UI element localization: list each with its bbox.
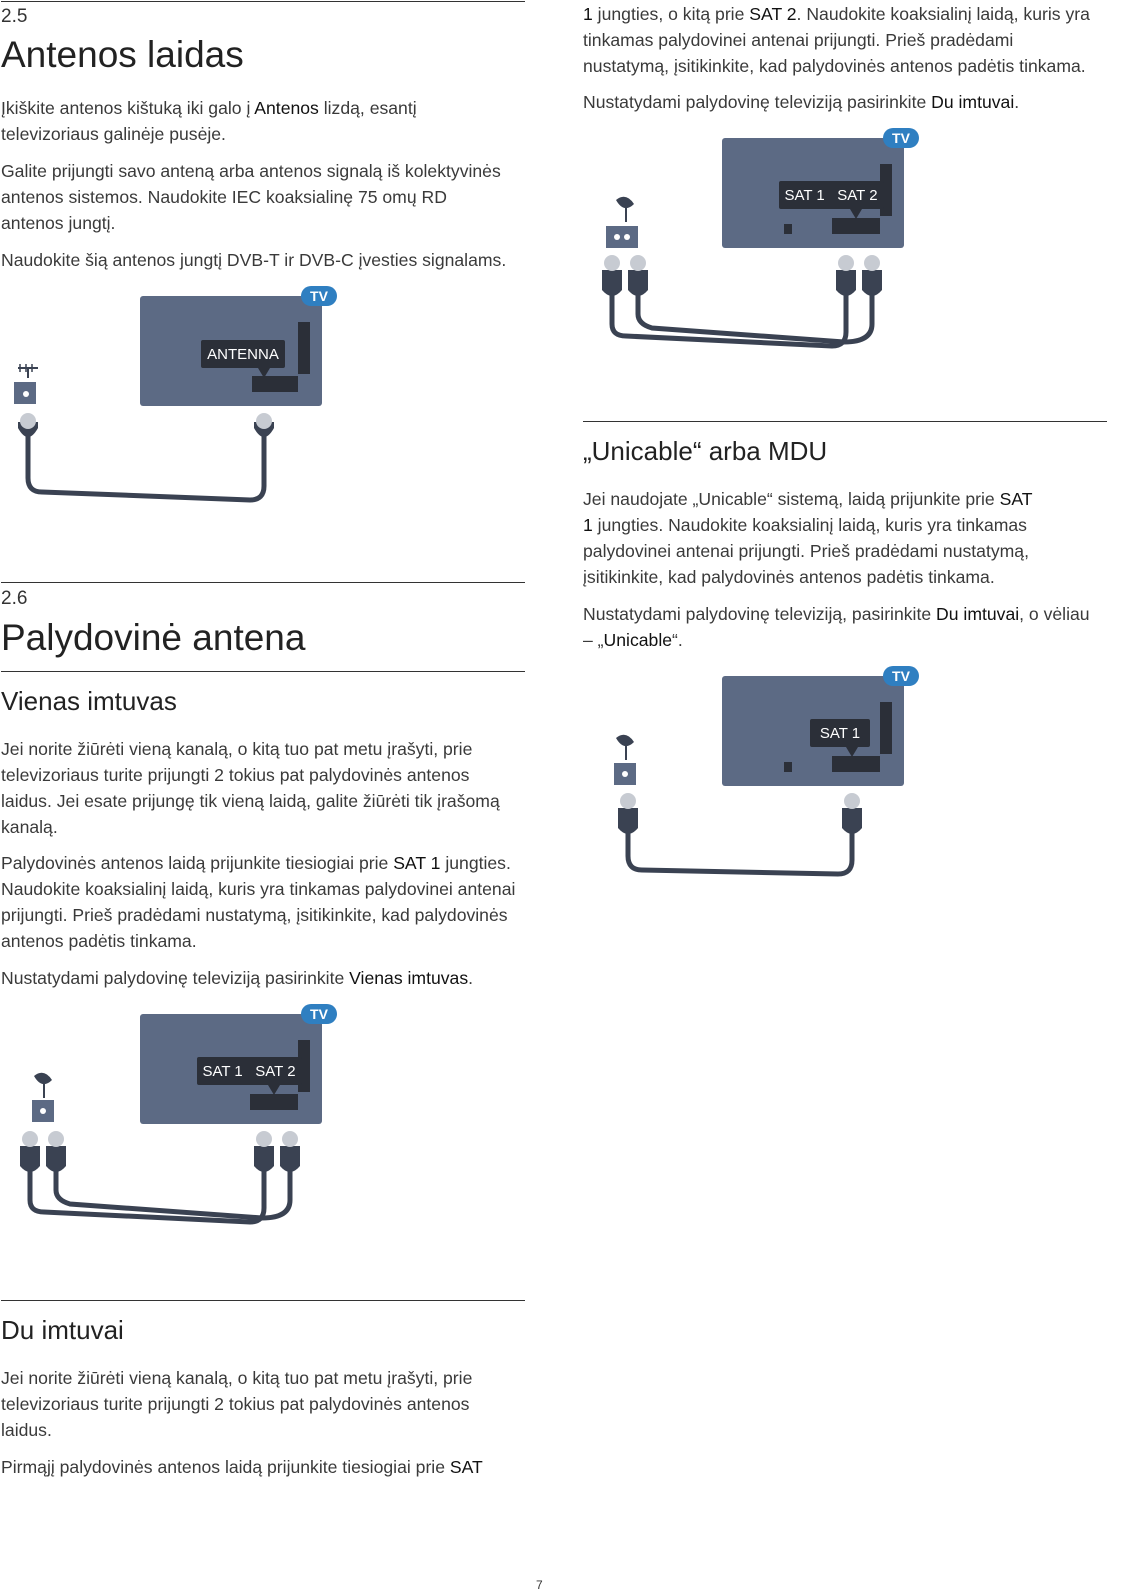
tv-side-slot bbox=[298, 322, 310, 374]
cable bbox=[18, 413, 274, 500]
satellite-dish-icon bbox=[614, 735, 636, 785]
bold-sat: SAT bbox=[449, 1457, 483, 1477]
tv-side-slot bbox=[880, 702, 892, 754]
tv-small-port bbox=[784, 762, 792, 772]
tv-badge-label: TV bbox=[310, 1006, 328, 1022]
tv-badge bbox=[883, 666, 919, 686]
tv-small-port bbox=[784, 224, 792, 234]
section-number-2-5: 2.5 bbox=[1, 6, 28, 27]
satellite-dish-icon bbox=[606, 197, 638, 248]
antenos-paragraph-1: Įkiškite antenos kištuką iki galo į Antenos lizdą, esantį televizoriaus galinėje pusėje. bbox=[1, 98, 417, 144]
du-paragraph-3: Nustatydami palydovinę televiziją pasirinkite Du imtuvai. bbox=[583, 92, 1020, 112]
dual-cable bbox=[602, 255, 882, 346]
bold-1: 1 bbox=[583, 515, 593, 535]
bold-sat-2: SAT 2 bbox=[749, 4, 797, 24]
section-title-antenos-laidas: Antenos laidas bbox=[1, 34, 244, 75]
dual-cable bbox=[20, 1131, 300, 1222]
antenos-paragraph-3: Naudokite šią antenos jungtį DVB-T ir DVB-C įvesties signalams. bbox=[1, 250, 507, 270]
tv-badge-label: TV bbox=[310, 288, 328, 304]
unicable-paragraph-1: Jei naudojate „Unicable“ sistemą, laidą prijunkite prie SAT 1 jungties. Naudokite koaksialinį laidą, kuris yra tinkamas palydovinei antenai prijungti. Prieš pradėdami nustatymą, įsitikinkite, kad palydovinės antenos padėtis tinkama. bbox=[583, 489, 1033, 587]
vienas-paragraph-2: Palydovinės antenos laidą prijunkite tiesiogiai prie SAT 1 jungties. Naudokite koaksialinį laidą, kuris yra tinkamas palydovinei antenai prijungti. Prieš pradėdami nustatymą, įsitikinkite, kad palydovinės antenos padėtis tinkama. bbox=[1, 853, 516, 951]
tv-badge-label: TV bbox=[892, 130, 910, 146]
tv-connector-bar bbox=[832, 218, 880, 234]
du-paragraph-2: Pirmąjį palydovinės antenos laidą prijunkite tiesiogiai prie SAT bbox=[1, 1457, 483, 1477]
rule-vienas-imtuvas bbox=[1, 671, 525, 672]
bold-antenos: Antenos bbox=[254, 98, 319, 118]
subsection-title-vienas-imtuvas: Vienas imtuvas bbox=[1, 686, 177, 716]
sat-label-text: SAT 1 SAT 2 bbox=[784, 187, 878, 204]
rule-du-imtuvai bbox=[1, 1300, 525, 1301]
antenos-paragraph-2: Galite prijungti savo anteną arba antenos signalą iš kolektyvinės antenos sistemos. Naudokite IEC koaksialinę 75 omų RD antenos jungtį. bbox=[1, 161, 501, 233]
vienas-paragraph-1: Jei norite žiūrėti vieną kanalą, o kitą tuo pat metu įrašyti, prie televizoriaus turite prijungti 2 tokius pat palydovinės antenos laidus. Jei esate prijungę tik vieną laidą, galite žiūrėti tik įrašomą kanalą. bbox=[1, 739, 500, 837]
bold-du-imtuvai: Du imtuvai bbox=[936, 604, 1020, 624]
bold-sat-1: SAT 1 bbox=[393, 853, 441, 873]
antenna-connection-diagram bbox=[0, 282, 360, 512]
antenna-label-text: ANTENNA bbox=[207, 346, 279, 363]
tv-badge bbox=[883, 128, 919, 148]
section-title-palydovine-antena: Palydovinė antena bbox=[1, 617, 306, 658]
unicable-paragraph-2: Nustatydami palydovinę televiziją, pasirinkite Du imtuvai, o vėliau – „Unicable“. bbox=[583, 604, 1090, 650]
tv-badge bbox=[301, 1004, 337, 1024]
subsection-title-unicable: „Unicable“ arba MDU bbox=[583, 436, 828, 466]
single-receiver-diagram bbox=[0, 1000, 360, 1240]
page-number: 7 bbox=[536, 1578, 543, 1592]
tv-connector-bar bbox=[252, 376, 298, 392]
du-paragraph-2-continued: 1 jungties, o kitą prie SAT 2. Naudokite koaksialinį laidą, kuris yra tinkamas palydovinei antenai prijungti. Prieš pradėdami nustatymą, įsitikinkite, kad palydovinės antenos padėtis tinkama. bbox=[583, 4, 1090, 76]
tv-connector-bar bbox=[250, 1094, 298, 1110]
antenna-icon bbox=[14, 364, 38, 404]
section-number-2-6: 2.6 bbox=[1, 588, 28, 609]
satellite-dish-icon bbox=[32, 1073, 54, 1122]
tv-badge bbox=[301, 286, 337, 306]
rule-section-2-6 bbox=[1, 582, 525, 583]
top-rule-left bbox=[1, 1, 525, 2]
bold-du-imtuvai: Du imtuvai bbox=[931, 92, 1015, 112]
sat-label-text: SAT 1 bbox=[819, 725, 861, 742]
tv-badge-label: TV bbox=[892, 668, 910, 684]
bold-vienas-imtuvas: Vienas imtuvas bbox=[349, 968, 469, 988]
du-paragraph-1: Jei norite žiūrėti vieną kanalą, o kitą tuo pat metu įrašyti, prie televizoriaus turite prijungti 2 tokius pat palydovinės antenos laidus. bbox=[1, 1368, 473, 1440]
unicable-diagram bbox=[582, 662, 942, 892]
tv-connector-bar bbox=[832, 756, 880, 772]
two-receivers-diagram bbox=[582, 124, 942, 364]
sat-label-text: SAT 1 SAT 2 bbox=[202, 1063, 296, 1080]
bold-unicable: Unicable bbox=[603, 630, 673, 650]
bold-1: 1 bbox=[583, 4, 593, 24]
vienas-paragraph-3: Nustatydami palydovinę televiziją pasirinkite Vienas imtuvas. bbox=[1, 968, 474, 988]
bold-sat: SAT bbox=[999, 489, 1033, 509]
rule-unicable bbox=[583, 421, 1107, 422]
cable bbox=[618, 793, 862, 874]
subsection-title-du-imtuvai: Du imtuvai bbox=[1, 1315, 124, 1345]
